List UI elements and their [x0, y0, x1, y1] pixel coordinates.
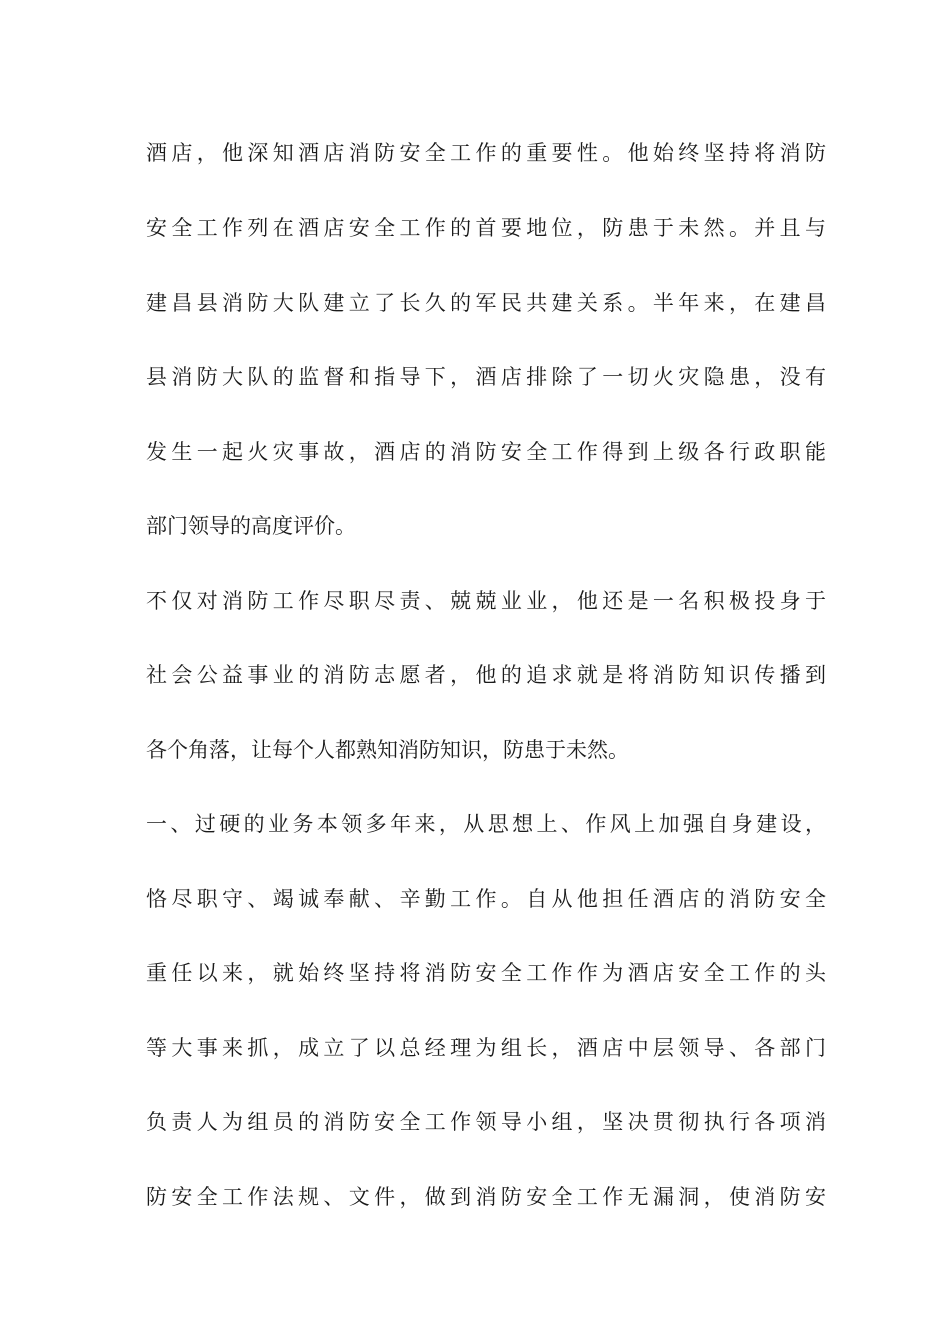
text-line: 酒店，他深知酒店消防安全工作的重要性。他始终坚持将消防: [146, 141, 826, 165]
text-line: 建昌县消防大队建立了长久的军民共建关系。半年来，在建昌: [146, 291, 826, 315]
text-line: 各个角落，让每个人都熟知消防知识，防患于未然。: [146, 738, 629, 762]
text-line: 发生一起火灾事故，酒店的消防安全工作得到上级各行政职能: [146, 440, 826, 464]
text-line: 等大事来抓，成立了以总经理为组长，酒店中层领导、各部门: [146, 1036, 826, 1060]
text-line: 防安全工作法规、文件，做到消防安全工作无漏洞，使消防安: [146, 1185, 826, 1209]
text-line: 重任以来，就始终坚持将消防安全工作作为酒店安全工作的头: [146, 961, 826, 985]
text-line: 负责人为组员的消防安全工作领导小组，坚决贯彻执行各项消: [146, 1110, 826, 1134]
text-line: 一、过硬的业务本领多年来，从思想上、作风上加强自身建设，: [146, 812, 826, 836]
text-line: 部门领导的高度评价。: [146, 514, 356, 538]
text-line: 安全工作列在酒店安全工作的首要地位，防患于未然。并且与: [146, 216, 826, 240]
text-line: 社会公益事业的消防志愿者，他的追求就是将消防知识传播到: [146, 663, 826, 687]
text-line: 县消防大队的监督和指导下，酒店排除了一切火灾隐患，没有: [146, 365, 826, 389]
text-line: 恪尽职守、竭诚奉献、辛勤工作。自从他担任酒店的消防安全: [146, 887, 826, 911]
text-line: 不仅对消防工作尽职尽责、兢兢业业，他还是一名积极投身于: [146, 589, 826, 613]
